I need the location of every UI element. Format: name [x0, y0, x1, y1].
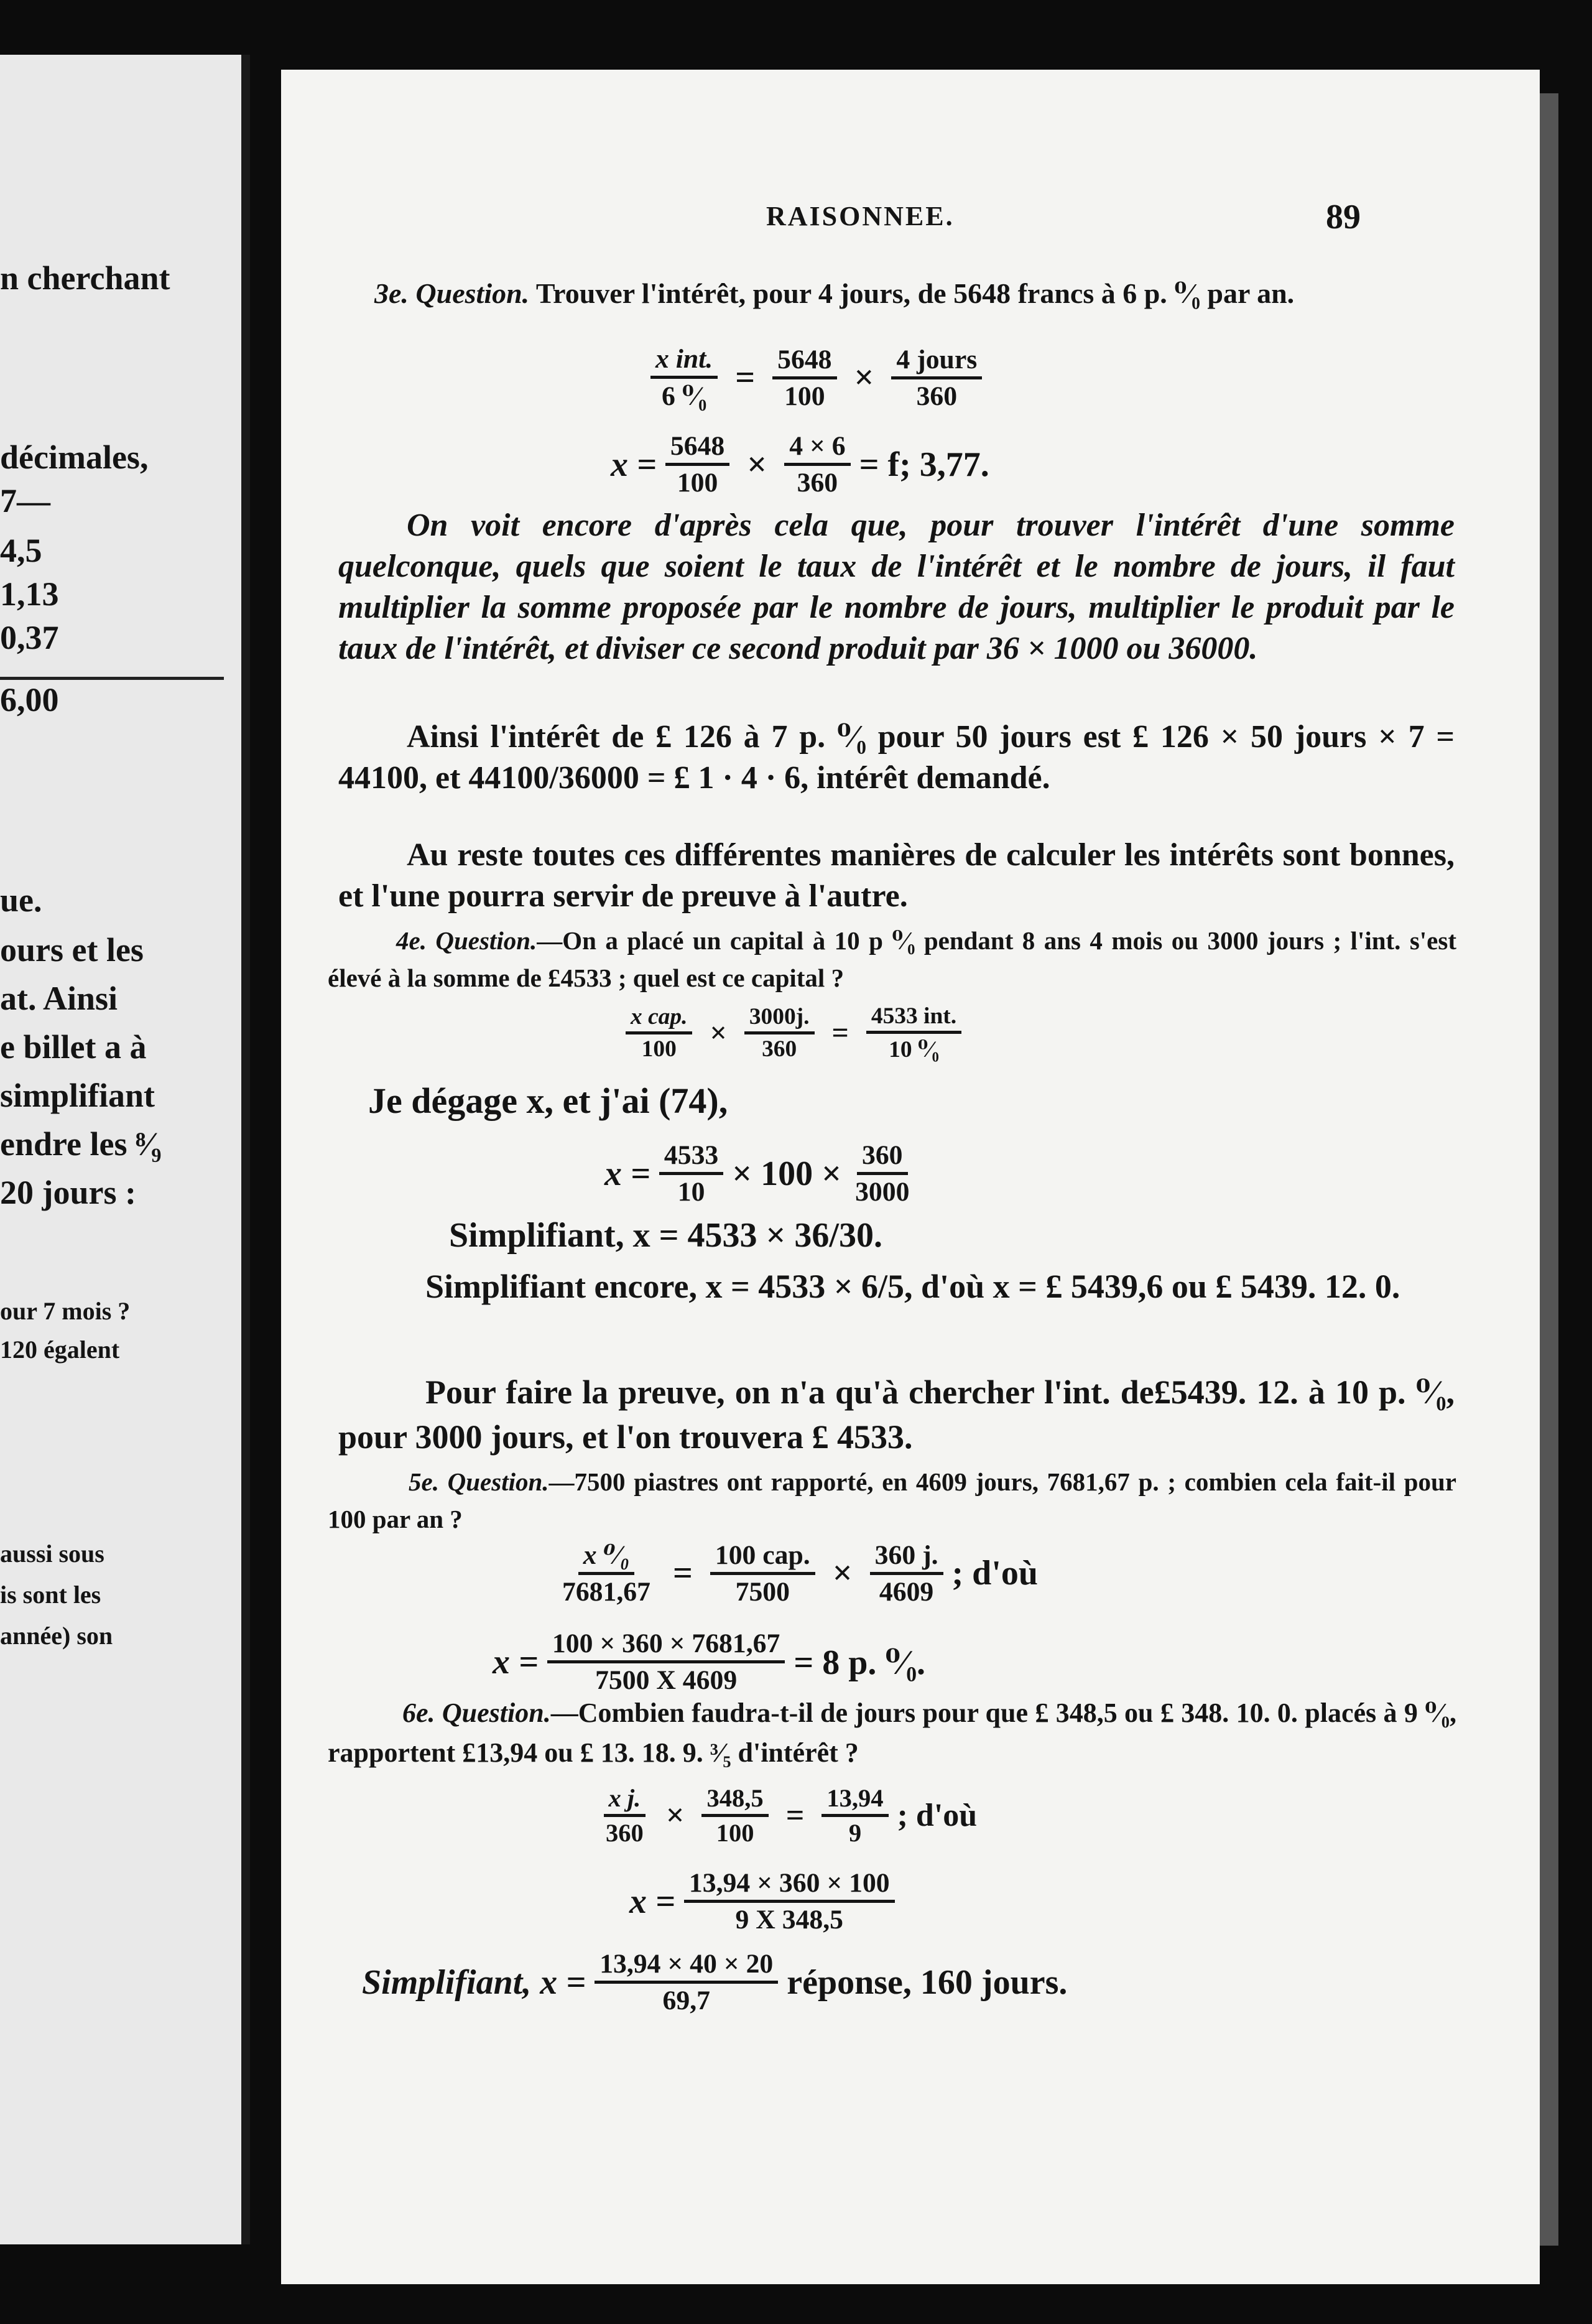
numerator: 348,5 — [701, 1783, 768, 1817]
simplify-line-2: Simplifiant encore, x = 4533 × 6/5, d'où x = £ 5439,6 ou £ 5439. 12. 0. — [425, 1268, 1400, 1305]
equation-lhs: x = — [611, 445, 657, 484]
left-line: n cherchant — [0, 259, 170, 297]
equation-lead: Simplifiant, x = — [362, 1963, 586, 2002]
degage-line: Je dégage x, et j'ai (74), — [368, 1081, 728, 1121]
times-sign: × — [665, 1798, 685, 1833]
left-line: 120 égalent — [0, 1336, 120, 1364]
equation-tail: ; d'où — [951, 1554, 1039, 1592]
equals-sign: = — [735, 358, 756, 397]
numerator: 100 cap. — [710, 1540, 815, 1575]
denominator: 7500 X 4609 — [595, 1665, 738, 1695]
equation-q4-1 — [617, 1003, 970, 1063]
numerator: 4533 — [659, 1140, 723, 1175]
fraction — [659, 1140, 723, 1207]
left-rule — [0, 677, 224, 680]
question-label: 5e. Question. — [409, 1467, 549, 1496]
question-label: 3e. Question. — [374, 277, 530, 309]
fraction — [547, 1628, 785, 1696]
numerator: 100 × 360 × 7681,67 — [547, 1628, 785, 1663]
equation-tail: ; d'où — [897, 1798, 978, 1833]
equation-lhs: x = — [604, 1154, 650, 1193]
equation-q4-2 — [604, 1140, 923, 1207]
equation-result: = 8 p. ⁰⁄₀. — [794, 1643, 926, 1682]
fraction — [710, 1540, 815, 1607]
numerator: 4533 int. — [866, 1003, 961, 1034]
fraction — [595, 1948, 778, 2016]
question-text: Trouver l'intérêt, pour 4 jours, de 5648 francs à 6 p. ⁰⁄₀ par an. — [535, 277, 1295, 309]
numerator: x j. — [604, 1783, 646, 1817]
fraction — [650, 343, 718, 412]
left-line: décimales, — [0, 439, 149, 476]
left-line: simplifiant — [0, 1077, 155, 1114]
left-line: aussi sous — [0, 1540, 104, 1568]
denominator: 360 — [916, 381, 958, 411]
denominator: 3000 — [855, 1177, 910, 1207]
fraction — [850, 1140, 914, 1207]
equation-q6-3 — [362, 1948, 1067, 2016]
denominator: 360 — [762, 1036, 797, 1062]
numerator: x int. — [650, 343, 718, 379]
left-line: 6,00 — [0, 681, 59, 718]
denominator: 100 — [677, 468, 718, 498]
denominator: 10 ⁰⁄₀ — [889, 1037, 939, 1062]
denominator: 100 — [641, 1036, 677, 1062]
question-text: —7500 piastres ont rapporté, en 4609 jours, 7681,67 p. ; combien cela fait-il pour 100 par an ? — [328, 1467, 1456, 1533]
fraction — [866, 1003, 961, 1063]
denominator: 9 — [848, 1819, 862, 1847]
rule-paragraph: On voit encore d'après cela que, pour trouver l'intérêt d'une somme quelconque, quels que soient le taux de l'intérêt et le nombre de jours, il faut multiplier la somme proposée par le nombre de jours, multiplier le produit par le taux de l'intérêt, et diviser ce second produit par 36 × 1000 ou 36000. — [338, 508, 1455, 666]
denominator: 7681,67 — [562, 1577, 650, 1607]
equation-lhs: x = — [629, 1882, 675, 1921]
equation-lhs: x = — [493, 1642, 539, 1681]
running-head: RAISONNEE. — [766, 201, 955, 231]
fraction — [665, 430, 729, 498]
times-sign: × — [832, 1554, 853, 1592]
left-line: ours et les — [0, 931, 144, 969]
denominator: 100 — [716, 1819, 754, 1847]
equation-q6-1 — [592, 1783, 977, 1848]
left-line: our 7 mois ? — [0, 1297, 131, 1325]
times-sign: × — [747, 445, 767, 484]
times-sign: × — [710, 1016, 727, 1049]
page-edge-shadow — [1540, 93, 1558, 2246]
book-page — [281, 70, 1540, 2284]
fraction — [891, 344, 982, 412]
left-line: 4,5 — [0, 532, 42, 569]
equals-sign: = — [672, 1554, 693, 1592]
left-line: is sont les — [0, 1581, 101, 1609]
question-label: 4e. Question. — [396, 926, 537, 955]
equation-middle: × 100 × — [732, 1154, 842, 1193]
fraction — [784, 430, 850, 498]
fraction — [684, 1867, 895, 1935]
numerator: 13,94 × 360 × 100 — [684, 1867, 895, 1903]
times-sign: × — [854, 358, 874, 397]
denominator: 9 X 348,5 — [735, 1905, 844, 1935]
question-4 — [328, 922, 1456, 997]
equation-result: = f; 3,77. — [859, 445, 989, 484]
fraction — [821, 1783, 888, 1848]
remark-paragraph: Au reste toutes ces différentes manières de calculer les intérêts sont bonnes, et l'une pourra servir de preuve à l'autre. — [338, 837, 1455, 914]
denominator: 6 ⁰⁄₀ — [661, 381, 707, 411]
equation-q5-2 — [493, 1628, 925, 1696]
denominator: 100 — [784, 381, 825, 411]
denominator: 360 — [797, 468, 838, 498]
left-line: e billet a à — [0, 1028, 147, 1066]
numerator: x cap. — [626, 1003, 692, 1034]
numerator: x ⁰⁄₀ — [578, 1539, 634, 1575]
fraction — [557, 1539, 655, 1607]
denominator: 10 — [677, 1177, 705, 1207]
proof-paragraph: Pour faire la preuve, on n'a qu'à chercher l'int. de£5439. 12. à 10 p. ⁰⁄₀, pour 3000 jours, et l'on trouvera £ 4533. — [338, 1373, 1455, 1456]
equals-sign: = — [831, 1016, 849, 1049]
denominator: 360 — [606, 1819, 644, 1847]
question-text: —On a placé un capital à 10 p ⁰⁄₀ pendant 8 ans 4 mois ou 3000 jours ; l'int. s'est élevé à la somme de £4533 ; quel est ce capital ? — [328, 926, 1456, 992]
equation-q3-2 — [611, 430, 989, 498]
left-line: 1,13 — [0, 575, 59, 613]
numerator: 5648 — [772, 344, 836, 379]
equals-sign: = — [785, 1798, 805, 1833]
fraction — [870, 1540, 943, 1607]
denominator: 4609 — [879, 1576, 934, 1607]
left-page-fragment — [0, 55, 250, 2244]
numerator: 13,94 — [821, 1783, 888, 1817]
numerator: 360 j. — [870, 1540, 943, 1575]
example-paragraph: Ainsi l'intérêt de £ 126 à 7 p. ⁰⁄₀ pour 50 jours est £ 126 × 50 jours × 7 = 44100, et 44100/36000 = £ 1 · 4 · 6, intérêt demandé. — [338, 719, 1455, 796]
left-line: année) son — [0, 1622, 113, 1650]
question-5 — [328, 1463, 1456, 1538]
denominator: 7500 — [735, 1576, 790, 1607]
numerator: 3000j. — [744, 1003, 815, 1034]
fraction — [626, 1003, 692, 1062]
simplify-line-1: Simplifiant, x = 4533 × 36/30. — [449, 1216, 882, 1255]
question-6 — [328, 1693, 1456, 1773]
left-line: 7— — [0, 482, 50, 519]
denominator: 69,7 — [662, 1986, 710, 2015]
left-line: 0,37 — [0, 619, 59, 656]
numerator: 5648 — [665, 430, 729, 466]
left-line: endre les ⁸⁄₉ — [0, 1125, 162, 1163]
page-number: 89 — [1326, 198, 1361, 236]
question-label: 6e. Question. — [402, 1698, 551, 1728]
numerator: 360 — [857, 1140, 908, 1175]
fraction — [772, 344, 836, 412]
equation-q3-1 — [642, 343, 991, 412]
left-line: ue. — [0, 881, 42, 919]
equation-q6-2 — [629, 1867, 904, 1935]
fraction — [601, 1783, 649, 1848]
numerator: 13,94 × 40 × 20 — [595, 1948, 778, 1984]
fraction — [744, 1003, 815, 1062]
question-text: —Combien faudra-t-il de jours pour que £ 348,5 ou £ 348. 10. 0. placés à 9 ⁰⁄₀, rapportent £13,94 ou £ 13. 18. 9. ³⁄₅ d'intérêt ? — [328, 1698, 1456, 1768]
equation-tail: réponse, 160 jours. — [787, 1963, 1068, 2002]
numerator: 4 × 6 — [784, 430, 850, 466]
fraction — [701, 1783, 768, 1848]
numerator: 4 jours — [891, 344, 982, 379]
equation-q5-1 — [548, 1539, 1038, 1607]
left-line: at. Ainsi — [0, 980, 118, 1017]
left-line: 20 jours : — [0, 1174, 136, 1211]
question-3 — [374, 275, 1456, 312]
